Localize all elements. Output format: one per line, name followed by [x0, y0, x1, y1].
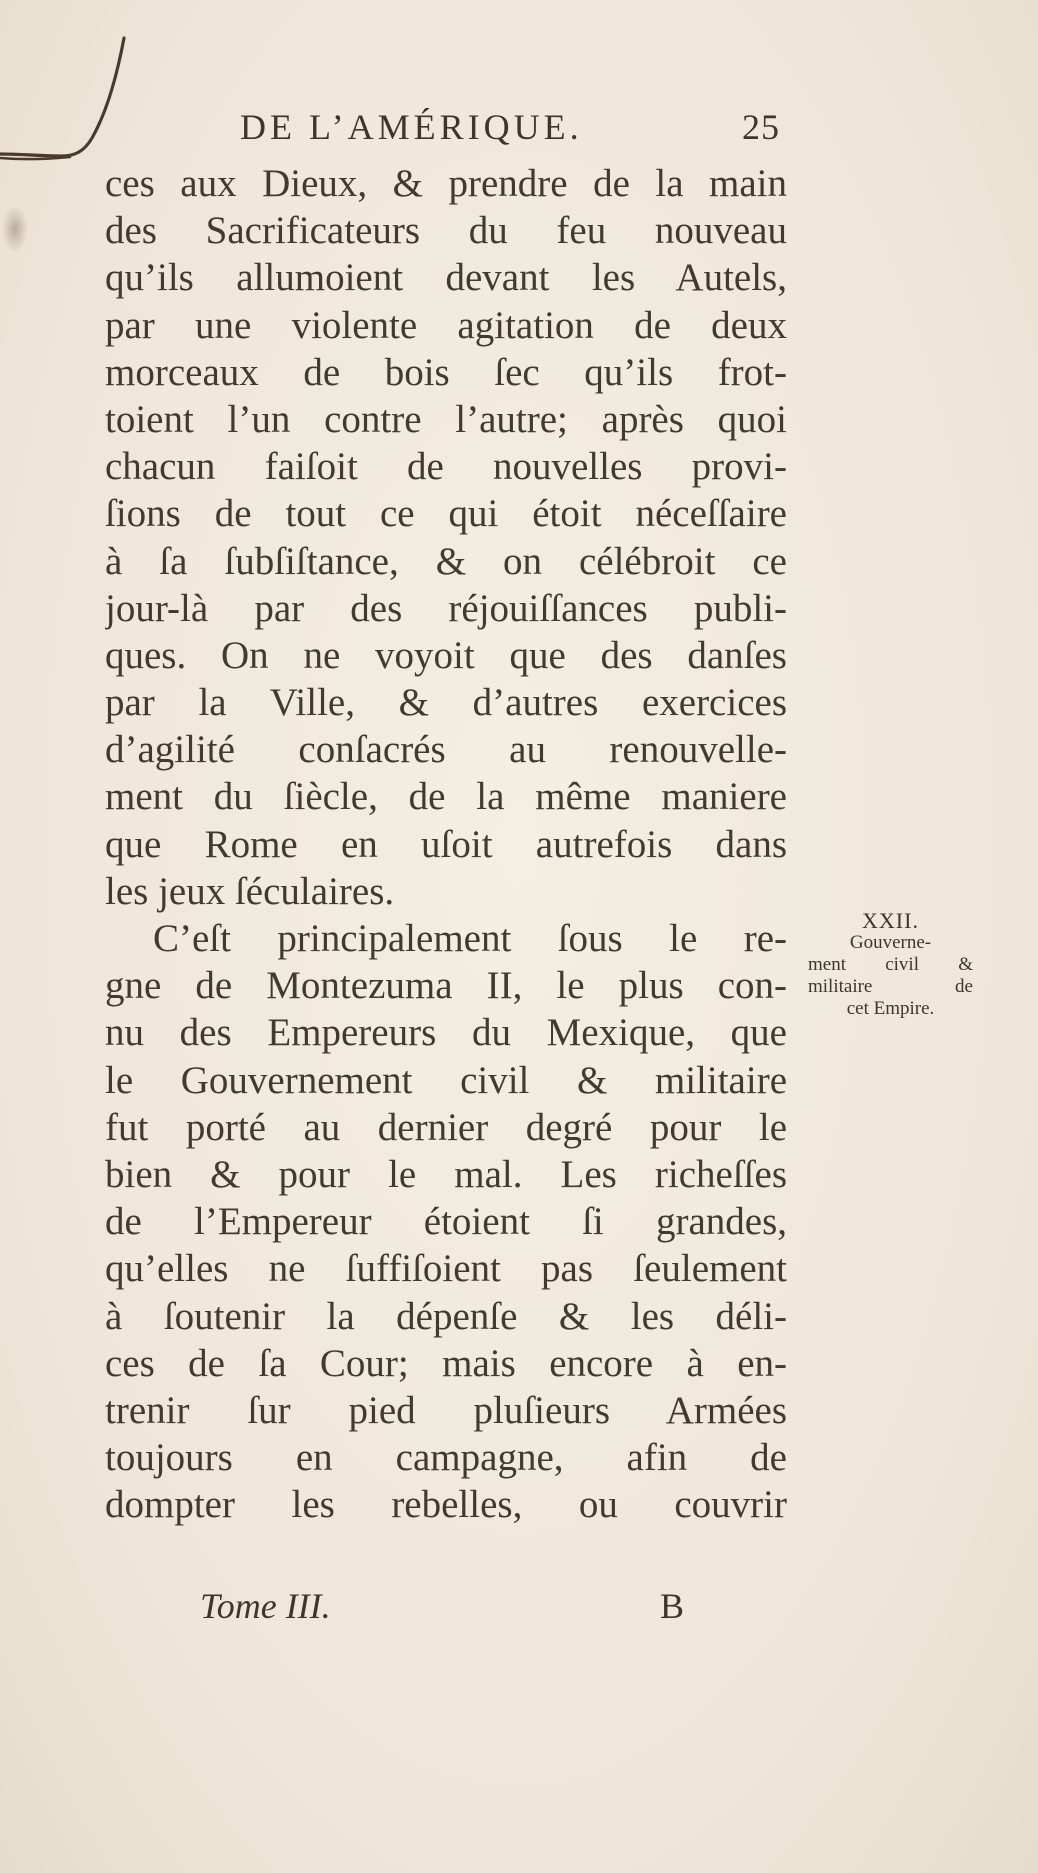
ink-stroke-mark: [0, 30, 140, 170]
text-line: bien & pour le mal. Les richeſſes: [105, 1152, 787, 1196]
text-line: morceaux de bois ſec qu’ils frot-: [105, 350, 787, 394]
text-line: que Rome en uſoit autrefois dans: [105, 822, 787, 866]
text-line: toient l’un contre l’autre; après quoi: [105, 397, 787, 441]
signature-mark: B: [660, 1586, 685, 1626]
text-line: à ſa ſubſiſtance, & on célébroit ce: [105, 539, 787, 583]
margin-note-line: Gouverne-: [849, 932, 932, 953]
text-line: par la Ville, & d’autres exercices: [105, 681, 787, 725]
margin-note-number: XXII.: [862, 908, 919, 933]
running-title: DE L’AMÉRIQUE.: [240, 107, 583, 147]
text-line: nu des Empereurs du Mexique, que: [105, 1011, 787, 1055]
text-line: ces aux Dieux, & prendre de la main: [105, 162, 787, 205]
text-line: gne de Montezuma II, le plus con-: [105, 964, 787, 1008]
text-line: dompter les rebelles, ou couvrir: [105, 1483, 787, 1527]
text-line: par une violente agitation de deux: [105, 303, 787, 347]
page-footer: [200, 1585, 700, 1635]
text-line: qu’elles ne ſuffiſoient pas ſeulement: [105, 1247, 787, 1291]
text-line: de l’Empereur étoient ſi grandes,: [105, 1200, 787, 1244]
page-header: [240, 106, 780, 156]
text-line: ces de ſa Cour; mais encore à en-: [105, 1341, 787, 1385]
text-line: d’agilité conſacrés au renouvelle-: [105, 728, 787, 772]
paragraph-end-line: les jeux ſéculaires.: [105, 869, 395, 913]
margin-note: [808, 910, 973, 1020]
paper-stain: [2, 205, 28, 253]
text-line: à ſoutenir la dépenſe & les déli-: [105, 1294, 787, 1338]
paragraph-start-line: C’eſt principalement ſous le re-: [153, 917, 787, 960]
text-line: fut porté au dernier degré pour le: [105, 1105, 787, 1149]
text-line: ſions de tout ce qui étoit néceſſaire: [105, 492, 787, 536]
text-line: toujours en campagne, afin de: [105, 1436, 787, 1480]
volume-label: Tome III.: [200, 1586, 331, 1626]
text-line: chacun faiſoit de nouvelles provi-: [105, 445, 787, 489]
body-text: [105, 160, 787, 1528]
page-number: 25: [742, 107, 780, 147]
margin-note-line: ment civil &: [808, 954, 973, 975]
text-line: ques. On ne voyoit que des danſes: [105, 633, 787, 677]
text-line: le Gouvernement civil & militaire: [105, 1058, 787, 1102]
margin-note-line: cet Empire.: [846, 998, 935, 1019]
margin-note-line: militaire de: [808, 976, 973, 997]
text-line: des Sacrificateurs du feu nouveau: [105, 209, 787, 253]
text-line: jour-là par des réjouiſſances publi-: [105, 586, 787, 630]
text-line: ment du ſiècle, de la même maniere: [105, 775, 787, 819]
text-line: qu’ils allumoient devant les Autels,: [105, 256, 787, 300]
text-line: trenir ſur pied pluſieurs Armées: [105, 1388, 787, 1432]
